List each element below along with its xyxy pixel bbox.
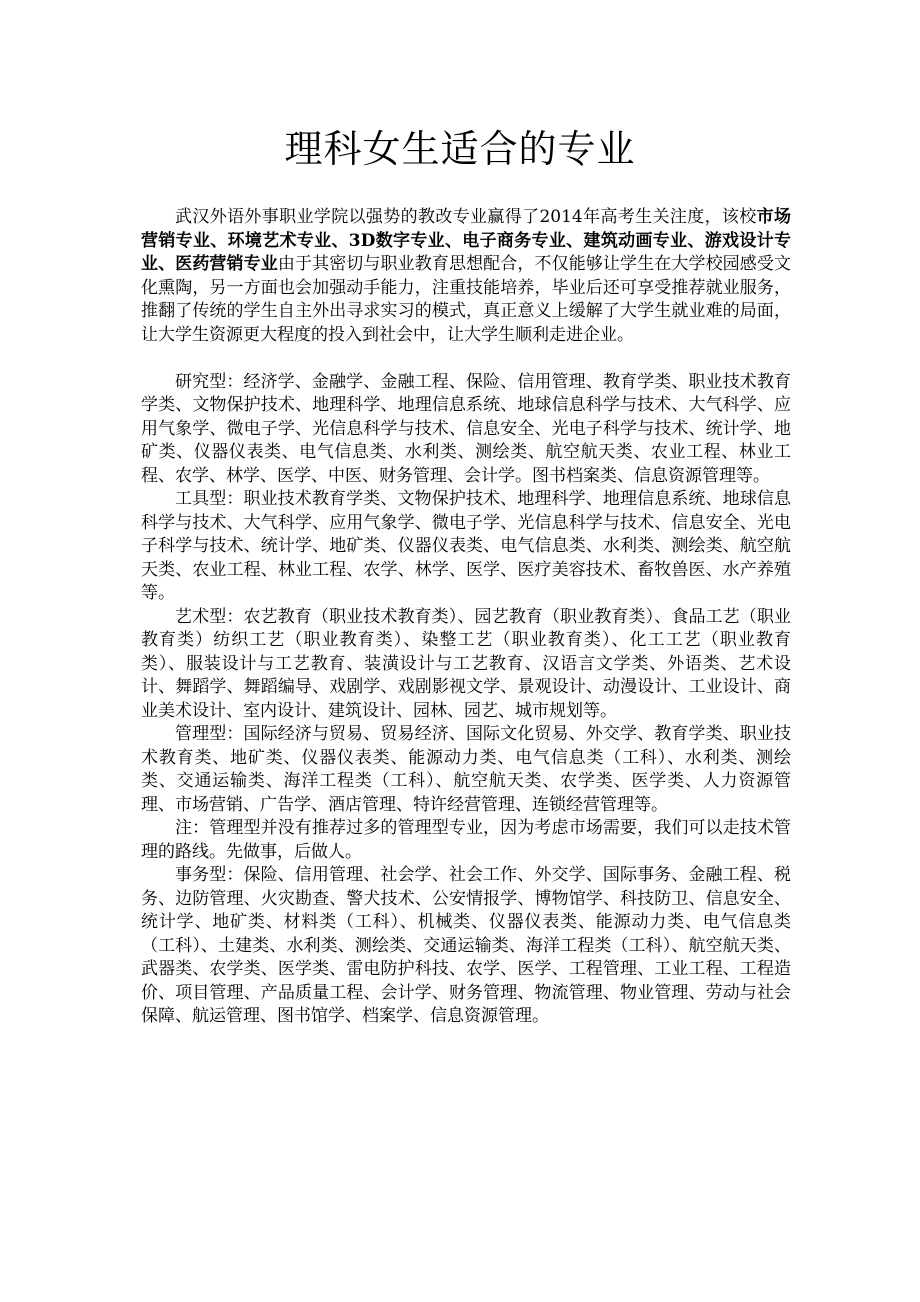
intro-text-part1: 武汉外语外事职业学院以强势的教改专业赢得了2014年高考生关注度，该校: [175, 207, 757, 227]
paragraph-note: 注：管理型并没有推荐过多的管理型专业，因为考虑市场需要，我们可以走技术管理的路线。先做事，后做人。: [141, 818, 791, 862]
paragraph-gap: [141, 347, 791, 371]
intro-paragraph: [141, 206, 791, 347]
intro-bold-majors: 市场营销专业、环境艺术专业、3D数字专业、电子商务专业、建筑动画专业、游戏设计专业、医药营销专业: [141, 207, 792, 274]
intro-text-part2: 由于其密切与职业教育思想配合，不仅能够让学生在大学校园感受文化熏陶，另一方面也会加强动手能力，注重技能培养，毕业后还可享受推荐就业服务，推翻了传统的学生自主外出寻求实习的模式，真正意义上缓解了大学生就业难的局面，让大学生资源更大程度的投入到社会中，让大学生顺利走进企业。: [141, 254, 792, 345]
paragraph-management-type: 管理型：国际经济与贸易、贸易经济、国际文化贸易、外交学、教育学类、职业技术教育类、地矿类、仪器仪表类、能源动力类、电气信息类（工科）、水利类、测绘类、交通运输类、海洋工程类（工科）、航空航天类、农学类、医学类、人力资源管理、市场营销、广告学、酒店管理、特许经营管理、连锁经营管理等。: [141, 724, 791, 815]
document-body: [141, 206, 791, 1029]
document-title: 理科女生适合的专业: [284, 127, 636, 171]
paragraph-research-type: 研究型：经济学、金融学、金融工程、保险、信用管理、教育学类、职业技术教育学类、文物保护技术、地理科学、地理信息系统、地球信息科学与技术、大气科学、应用气象学、微电子学、光信息科学与技术、信息安全、光电子科学与技术、统计学、地矿类、仪器仪表类、电气信息类、水利类、测绘类、航空航天类、农业工程、林业工程、农学、林学、医学、中医、财务管理、会计学。图书档案类、信息资源管理等。: [141, 371, 791, 486]
paragraph-affairs-type: 事务型：保险、信用管理、社会学、社会工作、外交学、国际事务、金融工程、税务、边防管理、火灾勘查、警犬技术、公安情报学、博物馆学、科技防卫、信息安全、统计学、地矿类、材料类（工科）、机械类、仪器仪表类、能源动力类、电气信息类（工科）、土建类、水利类、测绘类、交通运输类、海洋工程类（工科）、航空航天类、武器类、农学类、医学类、雷电防护科技、农学、医学、工程管理、工业工程、工程造价、项目管理、产品质量工程、会计学、财务管理、物流管理、物业管理、劳动与社会保障、航运管理、图书馆学、档案学、信息资源管理。: [141, 865, 791, 1026]
paragraph-art-type: 艺术型：农艺教育（职业技术教育类）、园艺教育（职业教育类）、食品工艺（职业教育类）纺织工艺（职业教育类）、染整工艺（职业教育类）、化工工艺（职业教育类）、服装设计与工艺教育、装潢设计与工艺教育、汉语言文学类、外语类、艺术设计、舞蹈学、舞蹈编导、戏剧学、戏剧影视文学、景观设计、动漫设计、工业设计、商业美术设计、室内设计、建筑设计、园林、园艺、城市规划等。: [141, 606, 791, 721]
paragraph-tool-type: 工具型：职业技术教育学类、文物保护技术、地理科学、地理信息系统、地球信息科学与技术、大气科学、应用气象学、微电子学、光信息科学与技术、信息安全、光电子科学与技术、统计学、地矿类、仪器仪表类、电气信息类、水利类、测绘类、航空航天类、农业工程、林业工程、农学、林学、医学、医疗美容技术、畜牧兽医、水产养殖等。: [141, 489, 791, 603]
